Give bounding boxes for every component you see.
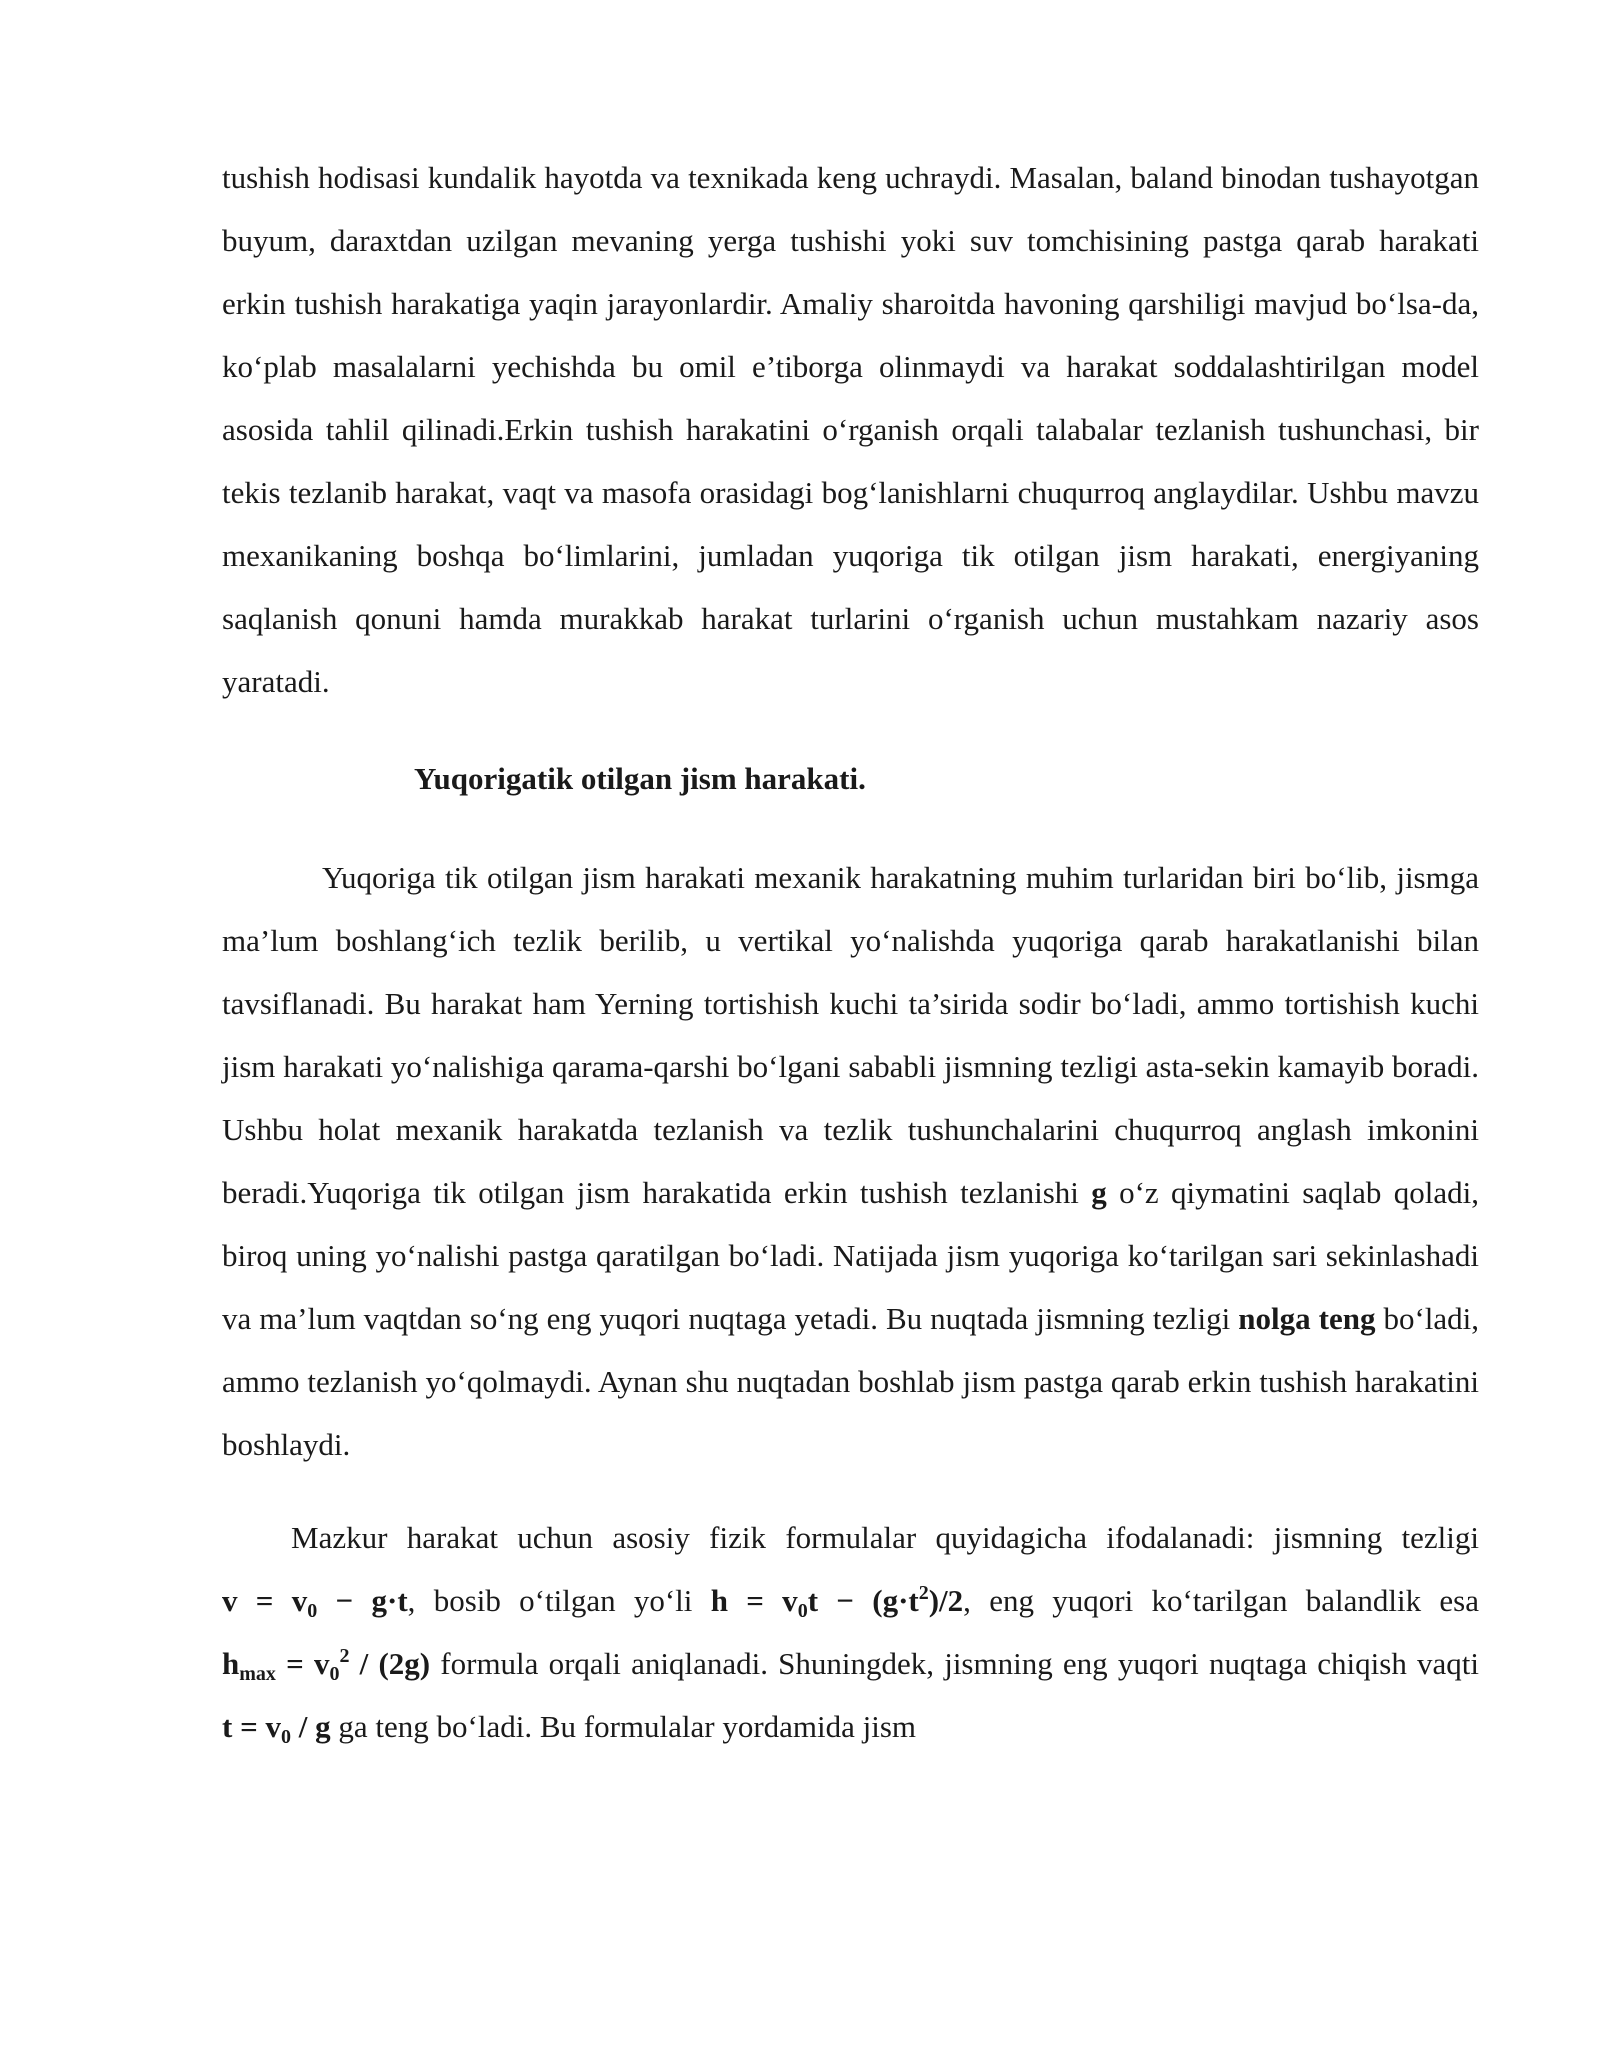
paragraph-text: , bosib o‘tilgan yo‘li: [407, 1583, 711, 1618]
section-heading: Yuqorigatik otilgan jism harakati.: [414, 761, 866, 796]
paragraph-free-fall-intro: tushish hodisasi kundalik hayotda va texnikada keng uchraydi. Masalan, baland binodan tushayotgan buyum, daraxtdan uzilgan mevaning yerga tushishi yoki suv tomchisining pastga qarab harakati erkin tushish harakatiga yaqin jarayonlardir. Amaliy sharoitda havoning qarshiligi mavjud bo‘lsa-da, ko‘plab masalalarni yechishda bu omil e’tiborga olinmaydi va harakat soddalashtirilgan model asosida tahlil qilinadi.Erkin tushish harakatini o‘rganish orqali talabalar tezlanish tushunchasi, bir tekis tezlanib harakat, vaqt va masofa orasidagi bog‘lanishlarni chuqurroq anglaydilar. Ushbu mavzu mexanikaning boshqa bo‘limlarini, jumladan yuqoriga tik otilgan jism harakati, energiyaning saqlanish qonuni hamda murakkab harakat turlarini o‘rganish uchun mustahkam nazariy asos yaratadi.: [222, 160, 1479, 699]
paragraph-text: bo‘ladi, ammo tezlanish yo‘qolmaydi. Aynan shu nuqtadan boshlab jism pastga qarab erkin tushish harakatini boshlaydi.: [222, 1301, 1480, 1462]
paragraph-vertical-throw: [222, 846, 1479, 1476]
paragraph-text: , eng yuqori ko‘tarilgan balandlik esa: [963, 1583, 1479, 1618]
paragraph-text: Mazkur harakat uchun asosiy fizik formulalar quyidagicha ifodalanadi: jismning tezligi: [291, 1520, 1479, 1555]
bold-term-g: g: [1091, 1175, 1107, 1210]
document-page: [222, 146, 1479, 1758]
paragraph-text: formula orqali aniqlanadi. Shuningdek, jismning eng yuqori nuqtaga chiqish vaqti: [430, 1646, 1480, 1681]
paragraph-text: Yuqoriga tik otilgan jism harakati mexanik harakatning muhim turlaridan biri bo‘lib, jismga ma’lum boshlang‘ich tezlik berilib, u vertikal yo‘nalishda yuqoriga qarab harakatlanishi bilan tavsiflanadi. Bu harakat ham Yerning tortishish kuchi ta’sirida sodir bo‘ladi, ammo tortishish kuchi jism harakati yo‘nalishiga qarama-qarshi bo‘lgani sababli jismning tezligi asta-sekin kamayib boradi. Ushbu holat mexanik harakatda tezlanish va tezlik tushunchalarini chuqurroq anglash imkonini beradi.Yuqoriga tik otilgan jism harakatida erkin tushish tezlanishi: [222, 860, 1479, 1210]
formula-velocity: $v = v_0 - g\cdot t$: [222, 1583, 408, 1622]
formula-distance: $h = v_0t - (g\cdot t^2)/2$: [710, 1582, 964, 1622]
bold-term-zero-velocity: nolga teng: [1238, 1301, 1376, 1336]
formula-time-to-top: $t = v_0 / g$: [222, 1709, 331, 1748]
paragraph-text: ga teng bo‘ladi. Bu formulalar yordamida jism: [330, 1709, 917, 1744]
paragraph-text: o‘z qiymatini saqlab qoladi, biroq uning yo‘nalishi pastga qaratilgan bo‘ladi. Natijada jism yuqoriga ko‘tarilgan sari sekinlashadi va ma’lum vaqtdan so‘ng eng yuqori nuqtaga yetadi. Bu nuqtada jismning tezligi: [222, 1175, 1479, 1336]
paragraph-formulas: [222, 1506, 1479, 1758]
formula-max-height: $h_{max} = v_0^2 / (2g)$: [222, 1645, 431, 1685]
